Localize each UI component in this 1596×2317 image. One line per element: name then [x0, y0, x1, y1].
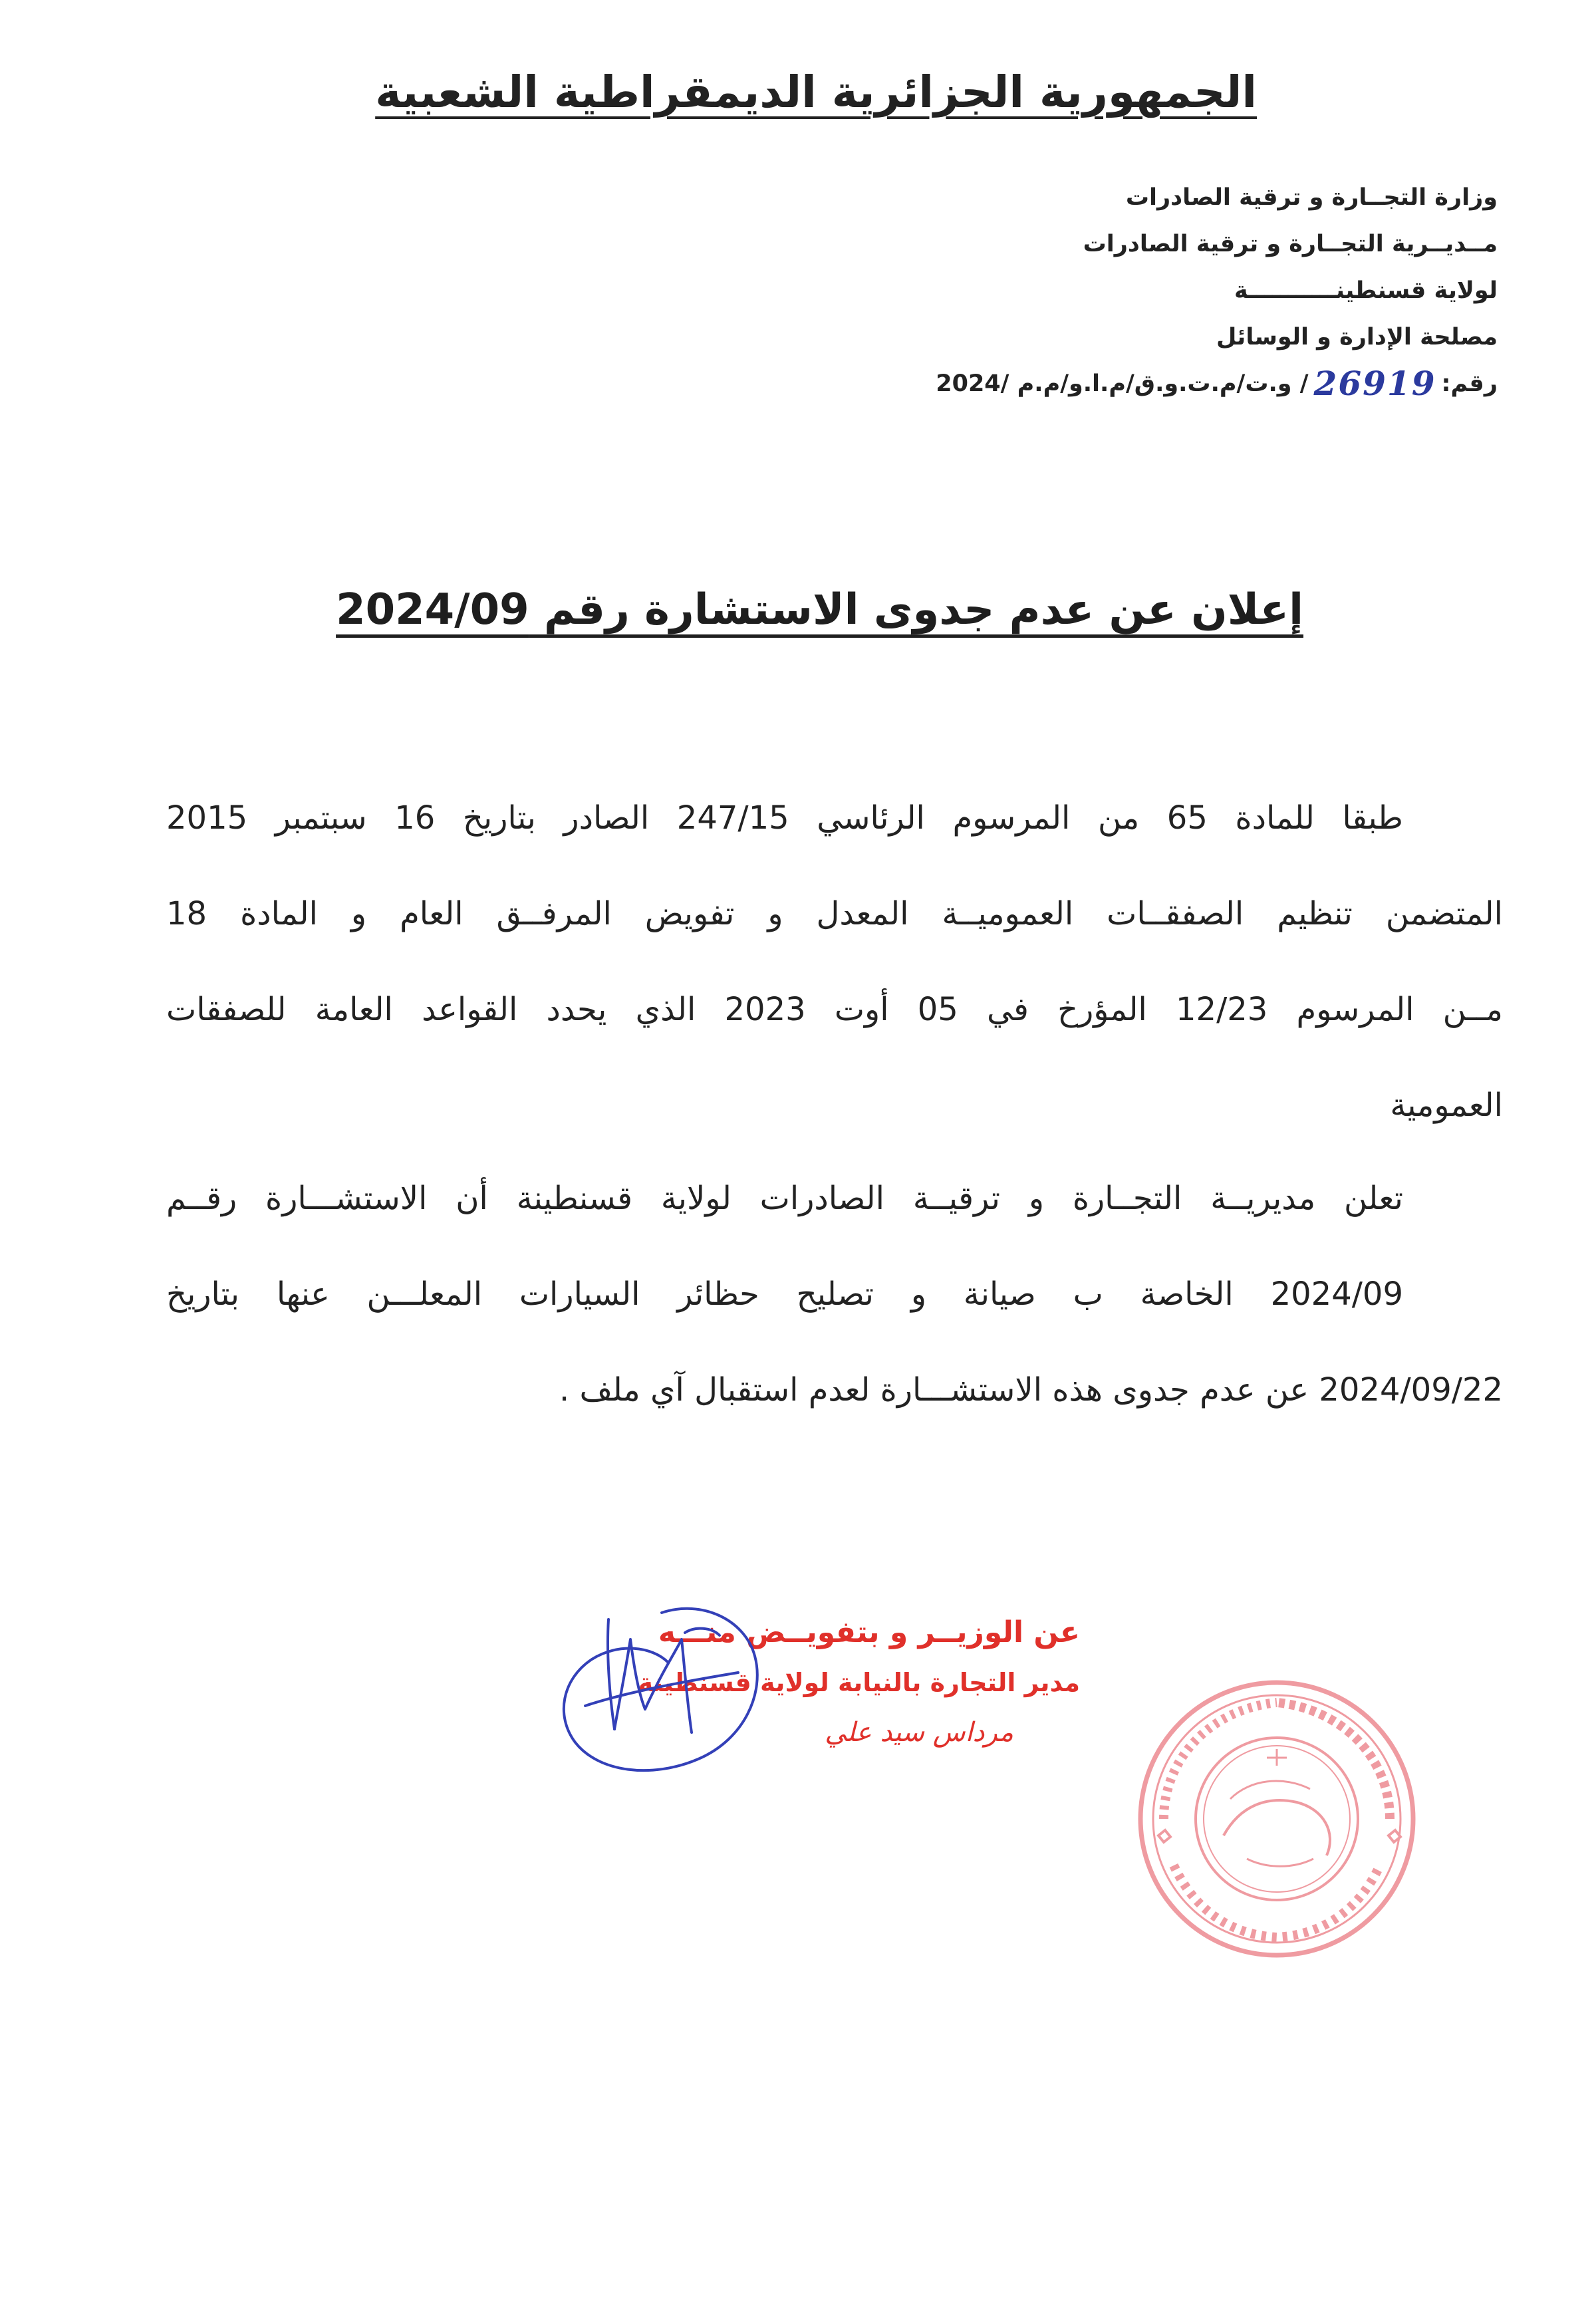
notice-body	[166, 770, 1503, 1438]
body-line: 2024/09/22 عن عدم جدوى هذه الاستشـــارة لعدم استقبال آي ملف .	[559, 1371, 1503, 1409]
paragraph-announcement	[166, 1151, 1503, 1438]
reference-number: 26919	[1313, 364, 1436, 403]
wilaya-name: لولاية قسنطينـــــــــــة	[1234, 277, 1498, 304]
official-stamp	[1124, 1666, 1430, 1972]
body-line: مــن المرسوم 12/23 المؤرخ في 05 أوت 2023 الذي يحدد القواعد العامة للصفقات	[166, 991, 1504, 1028]
body-line: العمومية	[1390, 1087, 1503, 1124]
reference-label: رقم:	[1441, 370, 1498, 397]
ministry-name: وزارة التجــارة و ترقية الصادرات	[1125, 184, 1498, 211]
republic-heading: الجمهورية الجزائرية الديمقراطية الشعبية	[375, 67, 1257, 118]
reference-line	[766, 360, 1498, 407]
paragraph-legal-basis	[166, 770, 1503, 1153]
delegation-line: عن الوزيــر و بتفويــض منـــه	[658, 1615, 1080, 1649]
directorate-name: مــديــرية التجــارة و ترقية الصادرات	[1083, 231, 1498, 257]
body-line: 2024/09 الخاصة ب صيانة و تصليح حظائر السيارات المعلـــن عنها بتاريخ	[166, 1276, 1403, 1313]
service-name: مصلحة الإدارة و الوسائل	[1216, 324, 1498, 350]
body-line: تعلن مديريــة التجــارة و ترقيــة الصادرات لولاية قسنطينة أن الاستشـــارة رقــم	[166, 1180, 1403, 1217]
handwritten-signature	[545, 1593, 771, 1792]
body-line: المتضمن تنظيم الصفقــات العموميــة المعدل و تفويض المرفــق العام و المادة 18	[166, 895, 1503, 932]
reference-suffix: / و.ت/م.ت.و.ق/م.ا.و/م.م /2024	[936, 370, 1309, 397]
administrative-header	[766, 174, 1498, 407]
notice-title: إعلان عن عدم جدوى الاستشارة رقم 2024/09	[336, 585, 1303, 634]
signatory-title: مدير التجارة بالنيابة لولاية قسنطينة	[638, 1668, 1080, 1697]
signatory-name: مرداس سيد علي	[825, 1717, 1013, 1748]
body-line: طبقا للمادة 65 من المرسوم الرئاسي 247/15 الصادر بتاريخ 16 سبتمبر 2015	[166, 799, 1404, 837]
